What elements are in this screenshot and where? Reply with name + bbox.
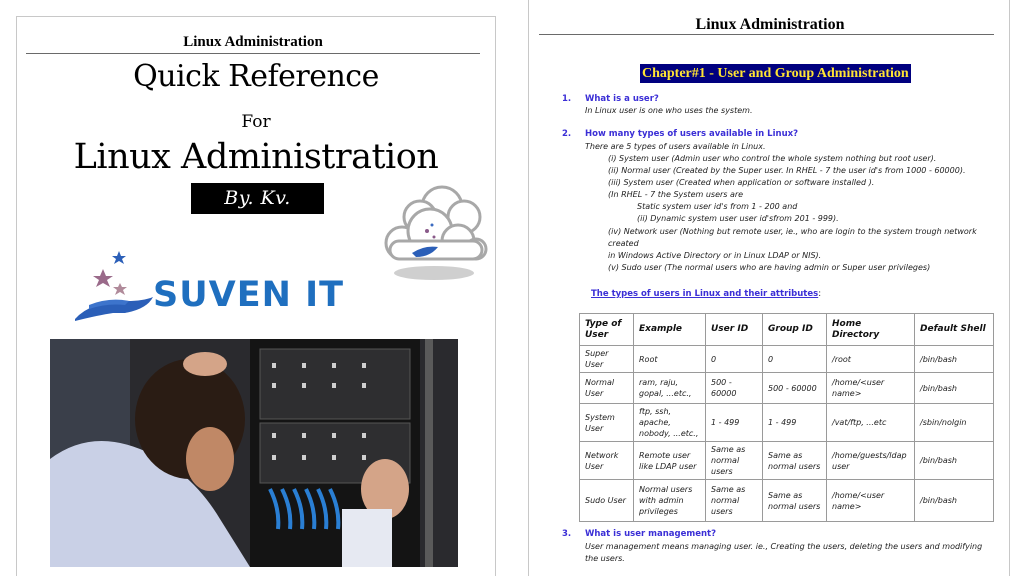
table-cell: Remote user like LDAP user (634, 442, 706, 480)
running-header: Linux Administration (695, 16, 845, 33)
cover-running-header: Linux Administration (183, 34, 323, 50)
table-cell: /bin/bash (915, 373, 994, 404)
table-caption-colon: : (818, 289, 822, 299)
answer-text: created (608, 239, 639, 248)
question-number: 3. (562, 529, 572, 539)
cover-title: Quick Reference (133, 59, 379, 94)
table-cell: /root (827, 346, 915, 373)
table-row (580, 346, 994, 373)
author-badge: By. Kv. Reddy (191, 183, 324, 214)
table-cell: System User (580, 404, 634, 442)
table-caption (591, 289, 821, 299)
table-cell: 0 (763, 346, 827, 373)
table-cell: /bin/bash (915, 442, 994, 480)
table-cell: ftp, ssh, apache, nobody, ...etc., (634, 404, 706, 442)
table-cell: 1 - 499 (763, 404, 827, 442)
server-rack-photo-icon (50, 339, 458, 567)
server-photo (50, 339, 458, 567)
answer-text: (iii) System user (Created when application or software installed ). (608, 178, 875, 187)
answer-text: in Windows Active Directory or in Linux LDAP or NIS). (608, 251, 822, 260)
answer-text: There are 5 types of users available in Linux. (585, 142, 766, 151)
table-cell: Sudo User (580, 480, 634, 522)
cover-for-label: For (241, 112, 271, 132)
answer-text: Static system user id's from 1 - 200 and (637, 202, 798, 211)
answer-text: (iv) Network user (Nothing but remote user, ie., who are login to the system trough network (608, 227, 977, 236)
answer-text: (v) Sudo user (The normal users who are having admin or Super user privileges) (608, 263, 931, 272)
table-cell: Normal users with admin privileges (634, 480, 706, 522)
table-cell: Same as normal users (763, 442, 827, 480)
table-cell: /bin/bash (915, 346, 994, 373)
table-cell: Same as normal users (763, 480, 827, 522)
table-cell: Same as normal users (706, 442, 763, 480)
table-cell: /home/<user name> (827, 480, 915, 522)
header-divider (539, 34, 994, 35)
column-header: Example (634, 314, 706, 346)
answer-text: (ii) Normal user (Created by the Super user. In RHEL - 7 the user id's from 1000 - 60000). (608, 166, 966, 175)
table-cell: Normal User (580, 373, 634, 404)
table-header-row (580, 314, 994, 346)
answer-text: In Linux user is one who uses the system. (585, 106, 753, 115)
table-cell: Same as normal users (706, 480, 763, 522)
answer-text: the users. (585, 554, 625, 563)
table-caption-text: The types of users in Linux and their attributes (591, 289, 819, 299)
question-title: What is a user? (585, 94, 659, 104)
table-cell: /vat/ftp, ...etc (827, 404, 915, 442)
table-cell: /sbin/nolgin (915, 404, 994, 442)
answer-text: User management means managing user. ie., Creating the users, deleting the users and modifying (585, 542, 983, 551)
column-header: User ID (706, 314, 763, 346)
table-cell: 500 - 60000 (763, 373, 827, 404)
cover-subtitle: Linux Administration (73, 137, 439, 177)
table-row (580, 480, 994, 522)
column-header: Group ID (763, 314, 827, 346)
table-cell: ram, raju, gopal, ...etc., (634, 373, 706, 404)
question-title: What is user management? (585, 529, 717, 539)
table-cell: 500 - 60000 (706, 373, 763, 404)
question-title: How many types of users available in Linux? (585, 129, 799, 139)
suven-logo (69, 245, 399, 325)
table-row (580, 442, 994, 480)
table-cell: Root (634, 346, 706, 373)
user-types-table (579, 313, 994, 522)
header-divider (26, 53, 480, 54)
table-cell: /home/guests/ldap user (827, 442, 915, 480)
table-row (580, 373, 994, 404)
column-header: Default Shell (915, 314, 994, 346)
table-row (580, 404, 994, 442)
answer-text: (In RHEL - 7 the System users are (608, 190, 744, 199)
answer-text: (ii) Dynamic system user user id'sfrom 201 - 999). (637, 214, 839, 223)
content-page (528, 0, 1010, 576)
cover-page (16, 16, 496, 576)
table-cell: 1 - 499 (706, 404, 763, 442)
chapter-heading: Chapter#1 - User and Group Administration (642, 66, 909, 81)
table-cell: Super User (580, 346, 634, 373)
column-header: Home Directory (827, 314, 915, 346)
table-cell: Network User (580, 442, 634, 480)
question-number: 2. (562, 129, 572, 139)
table-cell: 0 (706, 346, 763, 373)
question-number: 1. (562, 94, 572, 104)
brand-name: SUVEN IT (153, 275, 344, 315)
column-header: Type of User (580, 314, 634, 346)
table-cell: /bin/bash (915, 480, 994, 522)
answer-text: (i) System user (Admin user who control the whole system nothing but root user). (608, 154, 937, 163)
table-cell: /home/<user name> (827, 373, 915, 404)
